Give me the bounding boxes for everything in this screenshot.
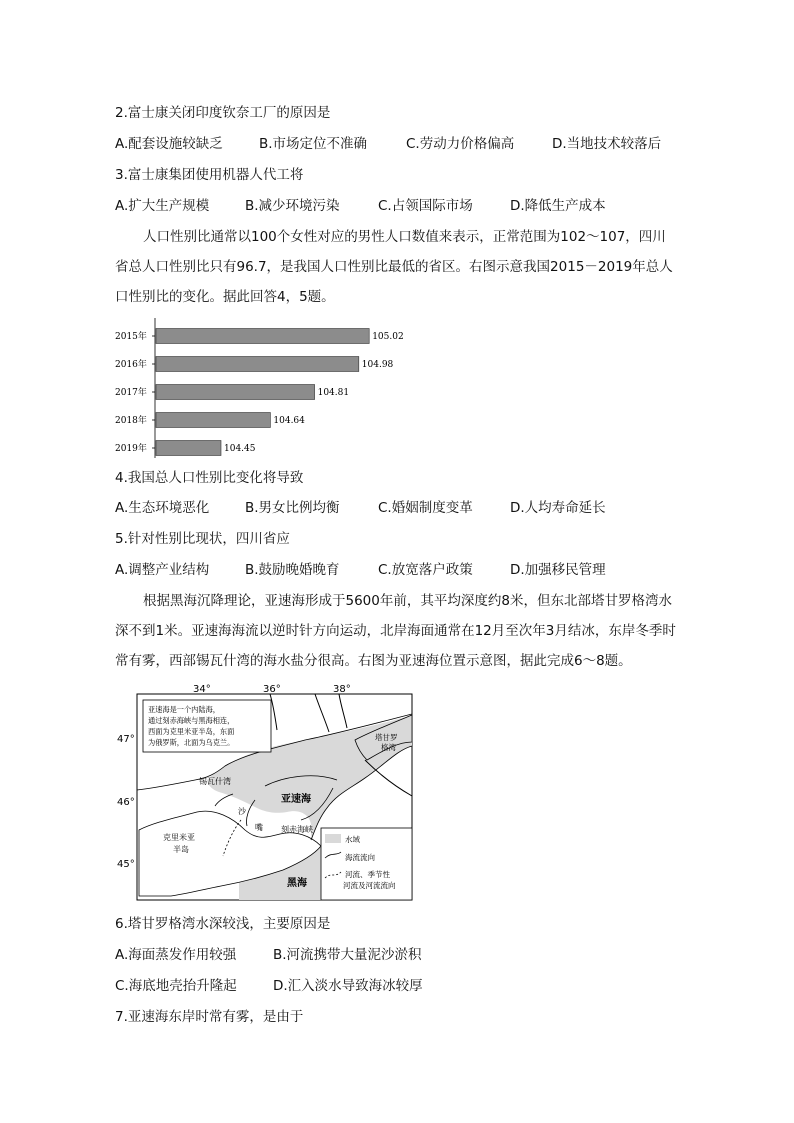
option-b[interactable]: B.河流携带大量泥沙淤积: [273, 947, 422, 963]
kerch-label: 刻赤海峡: [281, 825, 313, 834]
note-line: 西面为克里米亚半岛，东面: [148, 727, 235, 736]
option-a[interactable]: A.配套设施较缺乏: [115, 136, 223, 152]
chart-svg: [115, 318, 445, 458]
option-c[interactable]: C.婚姻制度变革: [378, 500, 473, 516]
question-stem: 3.富士康集团使用机器人代工将: [115, 167, 304, 183]
option-d[interactable]: D.汇入淡水导致海冰较厚: [273, 978, 423, 994]
option-c[interactable]: C.劳动力价格偏高: [406, 136, 515, 152]
chart-category-label: 2016年: [115, 360, 147, 370]
legend-river-label: 河流、季节性: [345, 870, 390, 879]
option-c[interactable]: C.占领国际市场: [378, 198, 473, 214]
lon-label-34: 34°: [193, 684, 211, 695]
note-line: 亚速海是一个内陆海，: [148, 705, 220, 714]
lon-label-36: 36°: [263, 684, 281, 695]
chart-bar: [156, 329, 369, 344]
chart-value-label: 105.02: [372, 332, 404, 342]
option-d[interactable]: D.降低生产成本: [510, 198, 606, 214]
passage-azov: 根据黑海沉降理论，亚速海形成于5600年前，其平均深度约8米，但东北部塔甘罗格湾水深不到1米。亚速海海流以逆时针方向运动，北岸海面通常在12月至次年3月结冰，东岸冬季时常有雾，西部锡瓦什湾的海水盐分很高。右图为亚速海位置示意图，据此完成6～8题。: [115, 593, 676, 669]
question-stem: 2.富士康关闭印度钦奈工厂的原因是: [115, 105, 331, 121]
chart-category-label: 2015年: [115, 332, 147, 342]
option-c[interactable]: C.海底地壳抬升隆起: [115, 978, 237, 994]
question-stem: 6.塔甘罗格湾水深较浅，主要原因是: [115, 916, 331, 932]
legend-river-flow-label: 河流及河流流向: [343, 881, 396, 890]
crimea-label: 半岛: [173, 845, 189, 854]
lat-label-46: 46°: [117, 797, 135, 808]
chart-bar: [156, 413, 270, 428]
chart-bar: [156, 441, 221, 456]
lat-label-47: 47°: [117, 734, 135, 745]
sivash-label: 锡瓦什湾: [199, 777, 231, 786]
question-stem: 7.亚速海东岸时常有雾，是由于: [115, 1009, 304, 1025]
map-svg: [115, 680, 415, 902]
option-b[interactable]: B.男女比例均衡: [245, 500, 340, 516]
azov-sea-map: [115, 680, 415, 902]
sand-label: 沙: [238, 807, 246, 816]
option-a[interactable]: A.生态环境恶化: [115, 500, 210, 516]
option-b[interactable]: B.市场定位不准确: [259, 136, 368, 152]
note-line: 为俄罗斯，北面为乌克兰。: [148, 738, 235, 747]
legend-water-swatch: [325, 834, 341, 843]
option-c[interactable]: C.放宽落户政策: [378, 562, 473, 578]
question-stem: 5.针对性别比现状，四川省应: [115, 531, 290, 547]
chart-bar: [156, 385, 315, 400]
chart-bar: [156, 357, 359, 372]
option-a[interactable]: A.扩大生产规模: [115, 198, 210, 214]
question-stem: 4.我国总人口性别比变化将导致: [115, 470, 304, 486]
option-b[interactable]: B.鼓励晚婚晚育: [245, 562, 340, 578]
passage-sex-ratio: 人口性别比通常以100个女性对应的男性人口数值来表示，正常范围为102～107，四川省总人口性别比只有96.7，是我国人口性别比最低的省区。右图示意我国2015－2019年总人口性别比的变化。据此回答4，5题。: [115, 229, 673, 305]
option-d[interactable]: D.人均寿命延长: [510, 500, 606, 516]
chart-value-label: 104.98: [361, 360, 394, 370]
lat-label-45: 45°: [117, 859, 135, 870]
sex-ratio-bar-chart: [115, 318, 445, 458]
spit-label: 嘴: [255, 823, 263, 832]
chart-category-label: 2019年: [115, 444, 147, 454]
chart-category-label: 2018年: [115, 416, 147, 426]
option-d[interactable]: D.加强移民管理: [510, 562, 606, 578]
option-b[interactable]: B.减少环境污染: [245, 198, 340, 214]
chart-category-label: 2017年: [115, 388, 147, 398]
azov-sea-label: 亚速海: [281, 794, 311, 805]
taganrog-label: 塔甘罗: [375, 733, 398, 742]
legend-water-label: 水域: [345, 835, 360, 844]
lon-label-38: 38°: [333, 684, 351, 695]
black-sea-label: 黑海: [287, 878, 307, 889]
note-line: 通过刻赤海峡与黑海相连，: [148, 716, 235, 725]
crimea-label: 克里米亚: [163, 833, 195, 842]
chart-value-label: 104.64: [273, 416, 305, 426]
option-d[interactable]: D.当地技术较落后: [552, 136, 662, 152]
taganrog-label: 格湾: [381, 743, 396, 752]
legend-current-label: 海流流向: [345, 853, 375, 862]
option-a[interactable]: A.海面蒸发作用较强: [115, 947, 237, 963]
chart-value-label: 104.81: [317, 388, 350, 398]
option-a[interactable]: A.调整产业结构: [115, 562, 210, 578]
chart-value-label: 104.45: [224, 444, 256, 454]
